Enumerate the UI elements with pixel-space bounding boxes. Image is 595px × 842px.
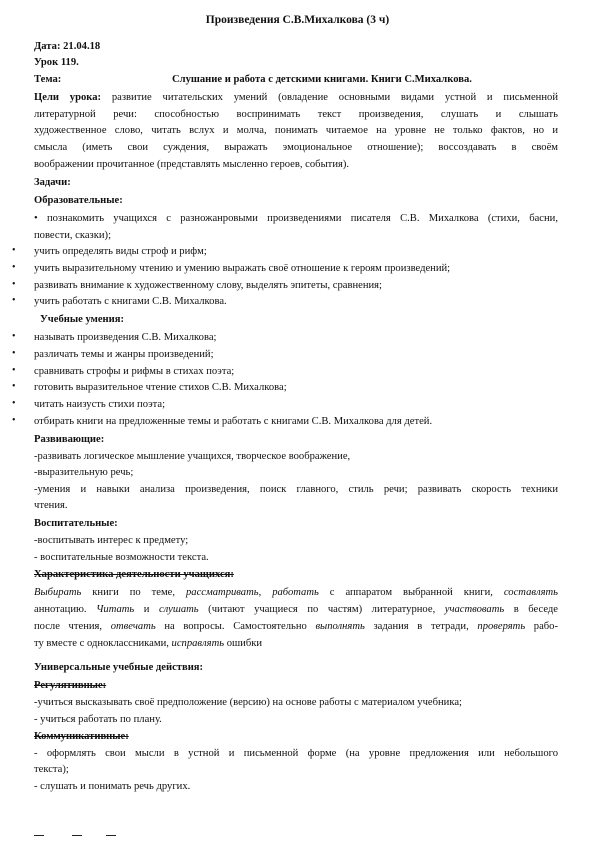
goals-line-5: воображении прочитанное (представлять мысленно героев, события). (34, 159, 350, 170)
educational-first-line-2: повести, сказки); (34, 230, 112, 241)
developing-line-3: -умения и навыки анализа произведения, поиск главного, стиль речи; развивать скорость техники (34, 484, 558, 495)
cropped-mark (72, 835, 82, 836)
activity-verb: отвечать (110, 621, 156, 632)
upbringing-line-2: - воспитательные возможности текста. (34, 552, 209, 563)
lesson-date: Дата: 21.04.18 (34, 41, 101, 52)
activity-text: рабо- (525, 621, 558, 632)
activity-verb: участвовать (444, 604, 505, 615)
communicative-line-1: - оформлять свои мысли в устной и письменной форме (на уровне предложения или небольшого (34, 748, 558, 759)
goals-line-1 (34, 91, 558, 104)
bullet-icon: • (12, 415, 16, 426)
activity-text: на вопросы. Самостоятельно (155, 621, 316, 632)
cropped-mark (34, 835, 44, 836)
regulatory-line-1: -учиться высказывать своё предположение (версию) на основе работы с материалом учебника; (34, 697, 462, 708)
lesson-number: Урок 119. (34, 57, 79, 68)
activity-verb: рассматривать (185, 587, 259, 598)
activity-line-2 (34, 603, 558, 616)
learning-skill-item: называть произведения С.В. Михалкова; (34, 332, 217, 343)
activity-text: задания в тетради, (364, 621, 478, 632)
document-title: Произведения С.В.Михалкова (3 ч) (205, 14, 390, 26)
educational-heading: Образовательные: (34, 195, 123, 206)
communicative-heading: Коммуникативные: (34, 731, 129, 742)
activity-verb: Читать (96, 604, 135, 615)
educational-item: развивать внимание к художественному слову, выделять эпитеты, сравнения; (34, 280, 382, 291)
activity-text: , (258, 587, 273, 598)
activity-text: и (134, 604, 159, 615)
activity-verb: составлять (503, 587, 558, 598)
activity-text: (читают учащиеся по частям) литературное, (198, 604, 445, 615)
uud-heading: Универсальные учебные действия: (34, 662, 204, 673)
activity-heading: Характеристика деятельности учащихся: (34, 569, 234, 580)
activity-verb: исправлять (171, 638, 225, 649)
learning-skill-item: читать наизусть стихи поэта; (34, 399, 166, 410)
activity-text: ошибки (224, 638, 263, 649)
activity-line-3 (34, 620, 558, 633)
activity-line-1 (34, 586, 558, 599)
learning-skill-item: отбирать книги на предложенные темы и работать с книгами С.В. Михалкова для детей. (34, 416, 433, 427)
goals-line-2: литературной речи: способностью воспринимать текст произведения, слушать и слышать (34, 109, 558, 120)
developing-line-2: -выразительную речь; (34, 467, 134, 478)
activity-verb: слушать (158, 604, 199, 615)
bullet-icon: • (12, 348, 16, 359)
goals-label: Цели урока: (34, 92, 102, 103)
activity-text: аннотацию. (34, 604, 97, 615)
tasks-heading: Задачи: (34, 177, 71, 188)
learning-skill-item: различать темы и жанры произведений; (34, 349, 214, 360)
goals-text-1: развитие читательских умений (овладение основными видами устной и письменной (111, 92, 558, 103)
developing-line-4: чтения. (34, 500, 68, 511)
activity-text: в беседе (504, 604, 558, 615)
developing-heading: Развивающие: (34, 434, 105, 445)
educational-first-line-1: • познакомить учащихся с разножанровыми произведениями писателя С.В. Михалкова (стихи, басни, (34, 213, 558, 224)
bullet-icon: • (12, 381, 16, 392)
bullet-icon: • (12, 398, 16, 409)
goals-line-4: смысла (иметь свои суждения, выражать эмоциональное отношение); воссоздавать в своём (34, 142, 558, 153)
topic-label: Тема: (34, 74, 62, 85)
upbringing-line-1: -воспитывать интерес к предмету; (34, 535, 189, 546)
educational-item: учить работать с книгами С.В. Михалкова. (34, 296, 227, 307)
activity-text: после чтения, (34, 621, 111, 632)
regulatory-heading: Регулятивные: (34, 680, 107, 691)
bullet-icon: • (12, 245, 16, 256)
activity-verb: работать (272, 587, 319, 598)
learning-skill-item: готовить выразительное чтение стихов С.В. Михалкова; (34, 382, 287, 393)
communicative-line-3: - слушать и понимать речь других. (34, 781, 191, 792)
upbringing-heading: Воспитательные: (34, 518, 118, 529)
bullet-icon: • (12, 262, 16, 273)
bullet-icon: • (12, 295, 16, 306)
learning-skill-item: сравнивать строфы и рифмы в стихах поэта; (34, 366, 235, 377)
cropped-mark (106, 835, 116, 836)
educational-item: учить определять виды строф и рифм; (34, 246, 207, 257)
regulatory-line-2: - учиться работать по плану. (34, 714, 162, 725)
bullet-icon: • (12, 365, 16, 376)
communicative-line-2: текста); (34, 764, 69, 775)
bullet-icon: • (12, 279, 16, 290)
developing-line-1: -развивать логическое мышление учащихся, творческое воображение, (34, 451, 351, 462)
goals-line-3: художественное слово, читать вслух и молча, понимать читаемое на уровне не только фактов, но и (34, 125, 558, 136)
activity-text: книги по теме, (81, 587, 186, 598)
activity-verb: Выбирать (34, 587, 82, 598)
learning-skills-heading: Учебные умения: (40, 314, 125, 325)
topic-text: Слушание и работа с детскими книгами. Книги С.Михалкова. (172, 74, 472, 85)
bullet-icon: • (12, 331, 16, 342)
activity-text: ту вместе с одноклассниками, (34, 638, 172, 649)
activity-text: с аппаратом выбранной книги, (318, 587, 504, 598)
activity-verb: выполнять (315, 621, 365, 632)
activity-line-4 (34, 637, 262, 650)
educational-item: учить выразительному чтению и умению выражать своё отношение к героям произведений; (34, 263, 451, 274)
activity-verb: проверять (477, 621, 526, 632)
